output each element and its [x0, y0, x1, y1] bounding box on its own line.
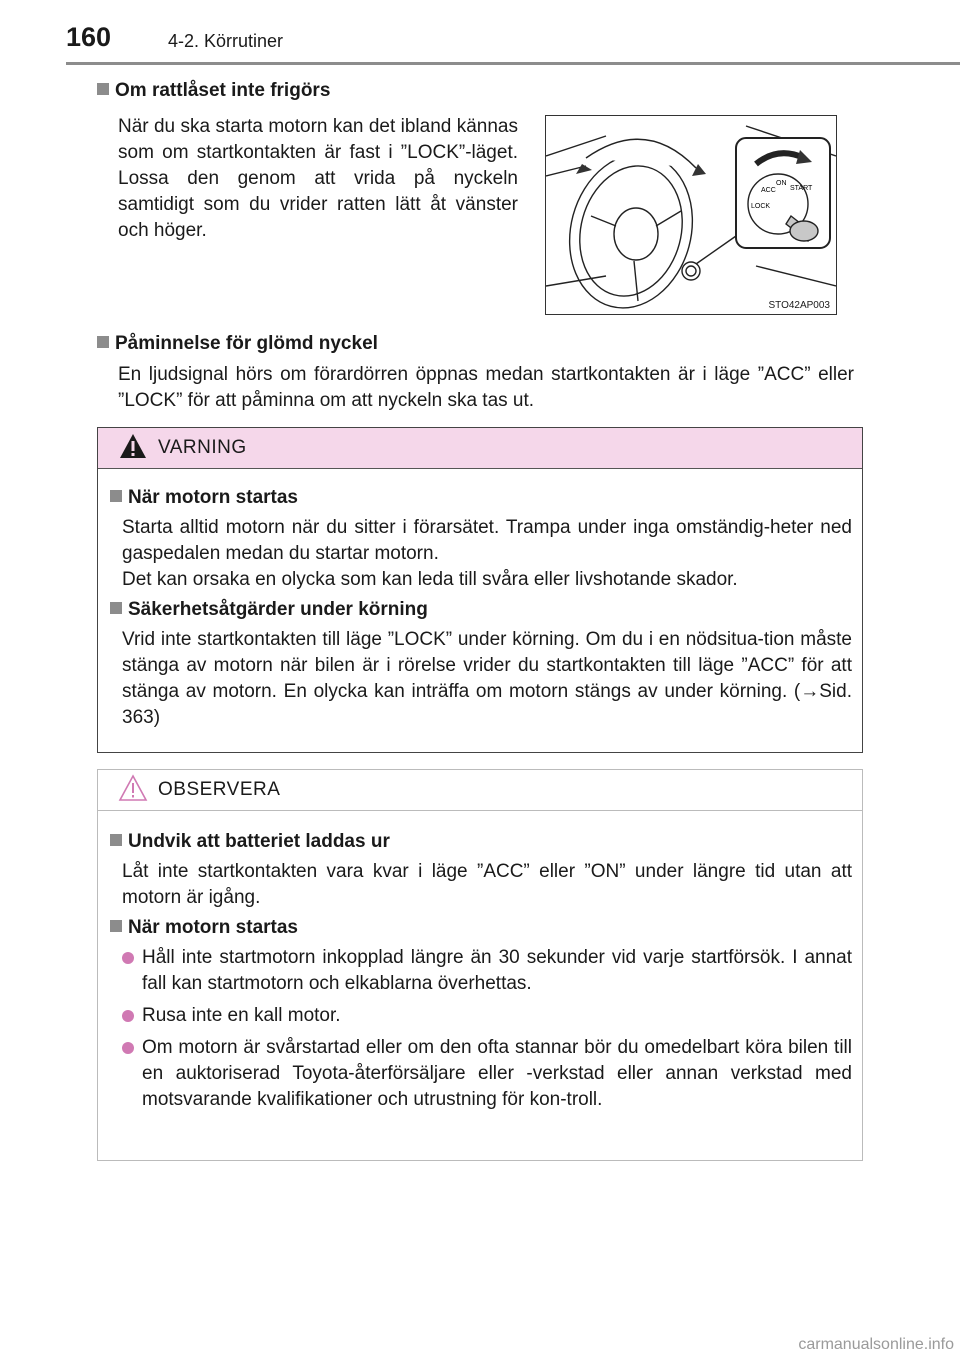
- steering-lock-illustration: [545, 115, 837, 315]
- notice-heading-start: [110, 917, 298, 939]
- circle-bullet-icon: [122, 1042, 134, 1054]
- circle-bullet-icon: [122, 1010, 134, 1022]
- notice-heading-battery: [110, 831, 390, 853]
- watermark: carmanualsonline.info: [798, 1336, 954, 1353]
- notice-battery-text: Låt inte startkontakten vara kvar i läge ”ACC” eller ”ON” under längre tid utan att motorn är igång.: [122, 861, 852, 908]
- steering-wheel-key-icon: [546, 116, 836, 314]
- square-bullet-icon: [97, 83, 109, 95]
- warning-heading-driving: [110, 599, 428, 621]
- section-heading-key-reminder: [97, 333, 378, 355]
- notice-box: [97, 769, 863, 1161]
- heading-text: Undvik att batteriet laddas ur: [128, 831, 390, 852]
- section-heading-steering-lock: [97, 80, 330, 102]
- heading-text: Säkerhetsåtgärder under körning: [128, 599, 428, 620]
- lock-label: LOCK: [751, 203, 771, 210]
- warning-title: VARNING: [158, 437, 247, 458]
- chapter-title: 4-2. Körrutiner: [168, 31, 284, 51]
- page-number: 160: [66, 22, 112, 52]
- square-bullet-icon: [110, 602, 122, 614]
- warning-driving-text: Vrid inte startkontakten till läge ”LOCK” under körning. Om du i en nödsitua-tion måste stänga av motorn när bilen är i rörelse vrider du startkontakten till läge ”ACC” för att stänga av motorn. En olycka kan inträffa om motorn stängs av under körning. (→Sid. 363): [122, 629, 852, 728]
- heading-text: När motorn startas: [128, 487, 298, 508]
- notice-header: [98, 770, 862, 811]
- warning-box: [97, 427, 863, 753]
- caution-triangle-icon: [118, 774, 148, 802]
- header-rule: [66, 62, 960, 65]
- on-label: ON: [776, 180, 787, 187]
- square-bullet-icon: [97, 336, 109, 348]
- illustration-code: STO42AP003: [768, 300, 830, 311]
- warning-header: [98, 428, 862, 469]
- list-item: [122, 1003, 852, 1029]
- warning-start-text-2: Det kan orsaka en olycka som kan leda till svåra eller livshotande skador.: [122, 569, 738, 590]
- circle-bullet-icon: [122, 952, 134, 964]
- acc-label: ACC: [761, 187, 776, 194]
- warning-heading-start: [110, 487, 298, 509]
- square-bullet-icon: [110, 920, 122, 932]
- bullet-text: Om motorn är svårstartad eller om den ofta stannar bör du omedelbart köra bilen till en auktoriserad Toyota-återförsäljare eller -verkstad eller annan verkstad med motsvarande kvalifikationer och utrustning för kon-troll.: [142, 1037, 852, 1110]
- bullet-text: Håll inte startmotorn inkopplad längre än 30 sekunder vid varje startförsök. I annat fall kan startmotorn och elkablarna överhettas.: [142, 947, 852, 994]
- steering-lock-text: När du ska starta motorn kan det ibland kännas som om startkontakten är fast i ”LOCK”-läget. Lossa den genom att vrida på nyckeln samtidigt som du vrider ratten lätt åt vänster och höger.: [118, 116, 518, 241]
- bullet-text: Rusa inte en kall motor.: [142, 1005, 341, 1026]
- list-item: [122, 945, 852, 997]
- notice-title: OBSERVERA: [158, 779, 281, 800]
- start-label: START: [790, 185, 813, 192]
- key-reminder-text: En ljudsignal hörs om förardörren öppnas medan startkontakten är i läge ”ACC” eller ”LOCK” för att påminna om att nyckeln ska tas ut.: [118, 364, 854, 411]
- square-bullet-icon: [110, 490, 122, 502]
- square-bullet-icon: [110, 834, 122, 846]
- warning-start-text: Starta alltid motorn när du sitter i förarsätet. Trampa under inga omständig-heter ned gaspedalen medan du startar motorn.: [122, 517, 852, 564]
- heading-text: När motorn startas: [128, 917, 298, 938]
- list-item: [122, 1035, 852, 1113]
- heading-text: Om rattlåset inte frigörs: [115, 80, 331, 101]
- heading-text: Påminnelse för glömd nyckel: [115, 333, 378, 354]
- warning-triangle-icon: [118, 432, 148, 460]
